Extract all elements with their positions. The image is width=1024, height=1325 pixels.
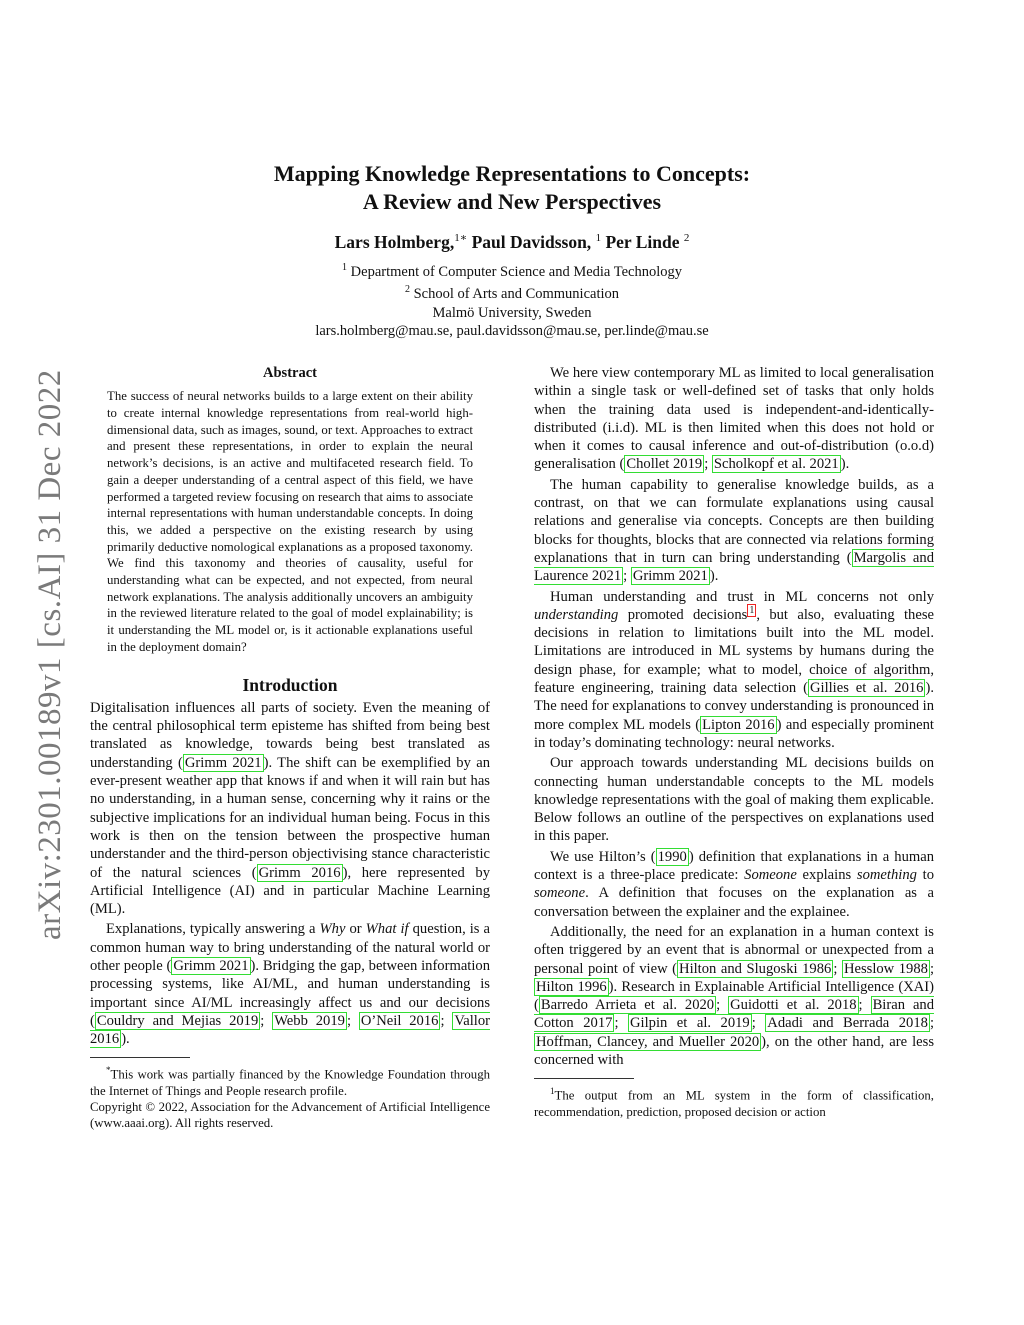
- intro-paragraph-1: [90, 699, 490, 919]
- affiliation-1-text: Department of Computer Science and Media Technology: [347, 263, 682, 280]
- affiliation-2-mark: 2: [404, 284, 410, 296]
- arxiv-identifier: arXiv:2301.00189v1 [cs.AI] 31 Dec 2022: [32, 369, 68, 940]
- text: ) definition that explanations in a human context is a three-place predicate:: [534, 848, 934, 884]
- text: ). Research in Explainable Artificial Intelligence (XAI) (: [534, 978, 934, 1014]
- affiliation-2-text: School of Arts and Communication: [409, 286, 620, 303]
- text: ).: [840, 456, 850, 473]
- citation-link[interactable]: Scholkopf et al. 2021: [713, 456, 839, 473]
- text: to: [916, 867, 934, 884]
- citation-link[interactable]: Guidotti et al. 2018: [730, 997, 857, 1014]
- citation-link[interactable]: Gilpin et al. 2019: [630, 1015, 750, 1032]
- footnote-mark: *: [106, 1065, 111, 1076]
- citation-link[interactable]: Hilton and Slugoski 1986: [679, 960, 832, 977]
- text: ), here represented by Artificial Intelligence (AI) and in particular Machine Learning (ML).: [90, 864, 490, 918]
- footnote-text: The output from an ML system in the form of classification, recommendation, prediction, proposed decision or action: [534, 1088, 934, 1119]
- text: promoted decisions: [618, 606, 748, 623]
- right-paragraph-2: [534, 476, 934, 586]
- citation-link[interactable]: 1990: [657, 848, 687, 865]
- citation-link[interactable]: Gillies et al. 2016: [809, 680, 924, 697]
- footnote-divider: [534, 1078, 634, 1079]
- left-column: [90, 364, 490, 1132]
- right-paragraph-6: [534, 923, 934, 1069]
- author-3: Per Linde: [601, 231, 684, 252]
- citation-link[interactable]: Hesslow 1988: [843, 960, 928, 977]
- text: ). The shift can be exemplified by an ever-present weather app that knows if and when it will rain but has no understanding, in a human sense, concerning why it rains or the subjective implications for an individual human being. Focus in this work is then on the tension between the prospective human understander and the third-person objectivising stance characteristic of the natural sciences (: [90, 754, 490, 881]
- introduction-heading: Introduction: [242, 674, 338, 695]
- text: ). The need for explanations to convey understanding is pronounced in more complex ML models (: [534, 680, 935, 733]
- title-line-1: Mapping Knowledge Representations to Concepts:: [273, 161, 751, 186]
- text: Digitalisation influences all parts of society. Even the meaning of the central philosophical term episteme has shifted from being best translated as knowledge, towards being best translated as understanding (: [90, 699, 490, 771]
- citation-link[interactable]: O’Neil 2016: [360, 1012, 439, 1029]
- citation-link[interactable]: Lipton 2016: [702, 716, 775, 733]
- author-1: Lars Holmberg,: [334, 231, 455, 252]
- author-list: [0, 231, 1024, 253]
- right-paragraph-3: [534, 588, 934, 753]
- separator: ;: [623, 568, 631, 585]
- emphasis: something: [856, 867, 917, 884]
- citation-link[interactable]: Hoffman, Clancey, and Mueller 2020: [536, 1033, 760, 1050]
- abstract-heading: Abstract: [263, 365, 317, 381]
- paper-title: [0, 160, 1024, 216]
- affiliation-1: [0, 259, 1024, 281]
- emphasis: What if: [365, 921, 409, 938]
- author-emails: lars.holmberg@mau.se, paul.davidsson@mau.se, per.linde@mau.se: [315, 323, 709, 340]
- text: The human capability to generalise knowledge builds, as a contrast, on that we can formulate explanations using causal relations and generalise via concepts. Concepts are then building blocks for thoughts, blocks that are connected via relations forming explanations that in turn can bring understanding (: [534, 476, 934, 566]
- affiliation-1-mark: 1: [342, 262, 348, 273]
- separator: ;: [716, 997, 729, 1014]
- text: ), on the other hand, are less concerned with: [534, 1033, 934, 1068]
- text: . A definition that focuses on the explanation as a conversation between the explainer and the explainee.: [534, 885, 934, 920]
- citation-link[interactable]: Grimm 2021: [632, 568, 708, 585]
- text: ). Bridging the gap, between information processing systems, like AI/ML, and human understanding is important since AI/ML increasingly affect us and our decisions (: [90, 958, 490, 1029]
- citation-link[interactable]: Biran and Cotton 2017: [534, 997, 935, 1032]
- footnote-mark: 1: [550, 1086, 555, 1097]
- citation-link[interactable]: Margolis and Laurence 2021: [534, 549, 935, 585]
- emphasis: Why: [319, 921, 346, 938]
- citation-link[interactable]: Adadi and Berrada 2018: [767, 1015, 928, 1032]
- text: or: [345, 921, 366, 938]
- separator: ;: [346, 1012, 359, 1029]
- copyright-notice: Copyright © 2022, Association for the Advancement of Artificial Intelligence (www.aaai.org). All rights reserved.: [90, 1100, 490, 1131]
- text: , but also, evaluating these decisions in relation to limitations built into the ML model. Limitations are introduced in ML systems by humans during the design phase, for example; what to model, choice of algorithm, feature engineering, training data selection (: [534, 606, 934, 697]
- emphasis: someone: [534, 885, 586, 902]
- text: Additionally, the need for an explanation in a human context is often triggered by an event that is abnormal or unexpected from a personal point of view (: [534, 923, 934, 977]
- citation-link[interactable]: Couldry and Mejias 2019: [96, 1012, 259, 1029]
- intro-paragraph-2: [90, 920, 490, 1048]
- text: Explanations, typically answering a: [106, 921, 320, 938]
- footnote-1: [534, 1083, 934, 1120]
- right-column: [534, 364, 934, 1120]
- citation-link[interactable]: Vallor 2016: [90, 1012, 491, 1048]
- separator: ;: [704, 456, 712, 473]
- citation-link[interactable]: Grimm 2016: [258, 864, 341, 881]
- footnote-funding: [90, 1062, 490, 1099]
- text: ).: [709, 568, 719, 585]
- separator: ;: [929, 1015, 934, 1032]
- text: question, is a common human way to bring understanding of the natural world or other people (: [90, 921, 490, 974]
- separator: ;: [614, 1015, 628, 1032]
- text: ) and especially prominent in today’s dominating technology: neural networks.: [534, 716, 934, 751]
- citation-link[interactable]: Barredo Arrieta et al. 2020: [540, 997, 715, 1014]
- text: We here view contemporary ML as limited to local generalisation within a single task or well-defined set of tasks that only holds when the training data used is independent-and-identically-distributed (i.i.d). ML is then limited when this does not hold or when it comes to causal inference and out-of-distribution (o.o.d) generalisation (: [534, 365, 934, 473]
- separator: ;: [751, 1015, 766, 1032]
- citation-link[interactable]: Grimm 2021: [184, 754, 262, 771]
- title-line-2: A Review and New Perspectives: [362, 189, 662, 214]
- citation-link[interactable]: Chollet 2019: [626, 456, 703, 473]
- separator: ;: [858, 997, 871, 1014]
- author-2-affil: 1: [595, 232, 602, 244]
- abstract-text: The success of neural networks builds to a large extent on their ability to create internal knowledge representations from real-world high-dimensional data, such as images, sound, or text. Approaches to extract and present these representations, in order to explain the neural network’s decisions, is an active and multifaceted research field. To gain a deeper understanding of a central aspect of this field, we have performed a targeted review focusing on research that aims to associate internal representations with human understandable concepts. In doing this, we added a perspective on the existing research by using primarily deductive nomological explanations as a proposed taxonomy. We find this taxonomy and theories of causality, useful for understanding what can be expected, and not expected, from neural network explanations. The analysis additionally uncovers an ambiguity in the reviewed literature related to the goal of model explainability; is it understanding the ML model or, is it actionable explanations useful in the deployment domain?: [107, 389, 473, 654]
- citation-link[interactable]: Hilton 1996: [536, 978, 607, 995]
- citation-link[interactable]: Webb 2019: [274, 1012, 345, 1029]
- right-paragraph-1: [534, 364, 934, 474]
- affiliation-2: [0, 281, 1024, 303]
- separator: ;: [833, 960, 842, 977]
- emphasis: Someone: [744, 867, 797, 884]
- text: explains: [796, 867, 857, 884]
- separator: ;: [440, 1012, 453, 1029]
- affiliations: [0, 259, 1024, 341]
- university: Malmö University, Sweden: [432, 304, 592, 321]
- right-paragraph-5: [534, 848, 934, 921]
- emphasis: understanding: [534, 606, 619, 623]
- author-3-affil: 2: [683, 232, 690, 244]
- author-2: Paul Davidsson,: [467, 231, 596, 252]
- text: We use Hilton’s (: [550, 848, 656, 865]
- text: ).: [121, 1031, 130, 1048]
- footnote-text: This work was partially financed by the Knowledge Foundation through the Internet of Things and People research profile.: [90, 1067, 490, 1098]
- author-1-affil: 1∗: [454, 232, 468, 244]
- separator: ;: [929, 960, 935, 977]
- footnote-ref-link[interactable]: 1: [749, 605, 755, 616]
- separator: ;: [260, 1012, 273, 1029]
- text: Human understanding and trust in ML concerns not only: [550, 588, 934, 605]
- citation-link[interactable]: Grimm 2021: [173, 958, 249, 974]
- right-paragraph-4: Our approach towards understanding ML decisions builds on connecting human understandable concepts to the ML models knowledge representations with the goal of making them explicable. Below follows an outline of the perspectives on explanations used in this paper.: [534, 755, 934, 845]
- footnote-divider: [90, 1057, 190, 1058]
